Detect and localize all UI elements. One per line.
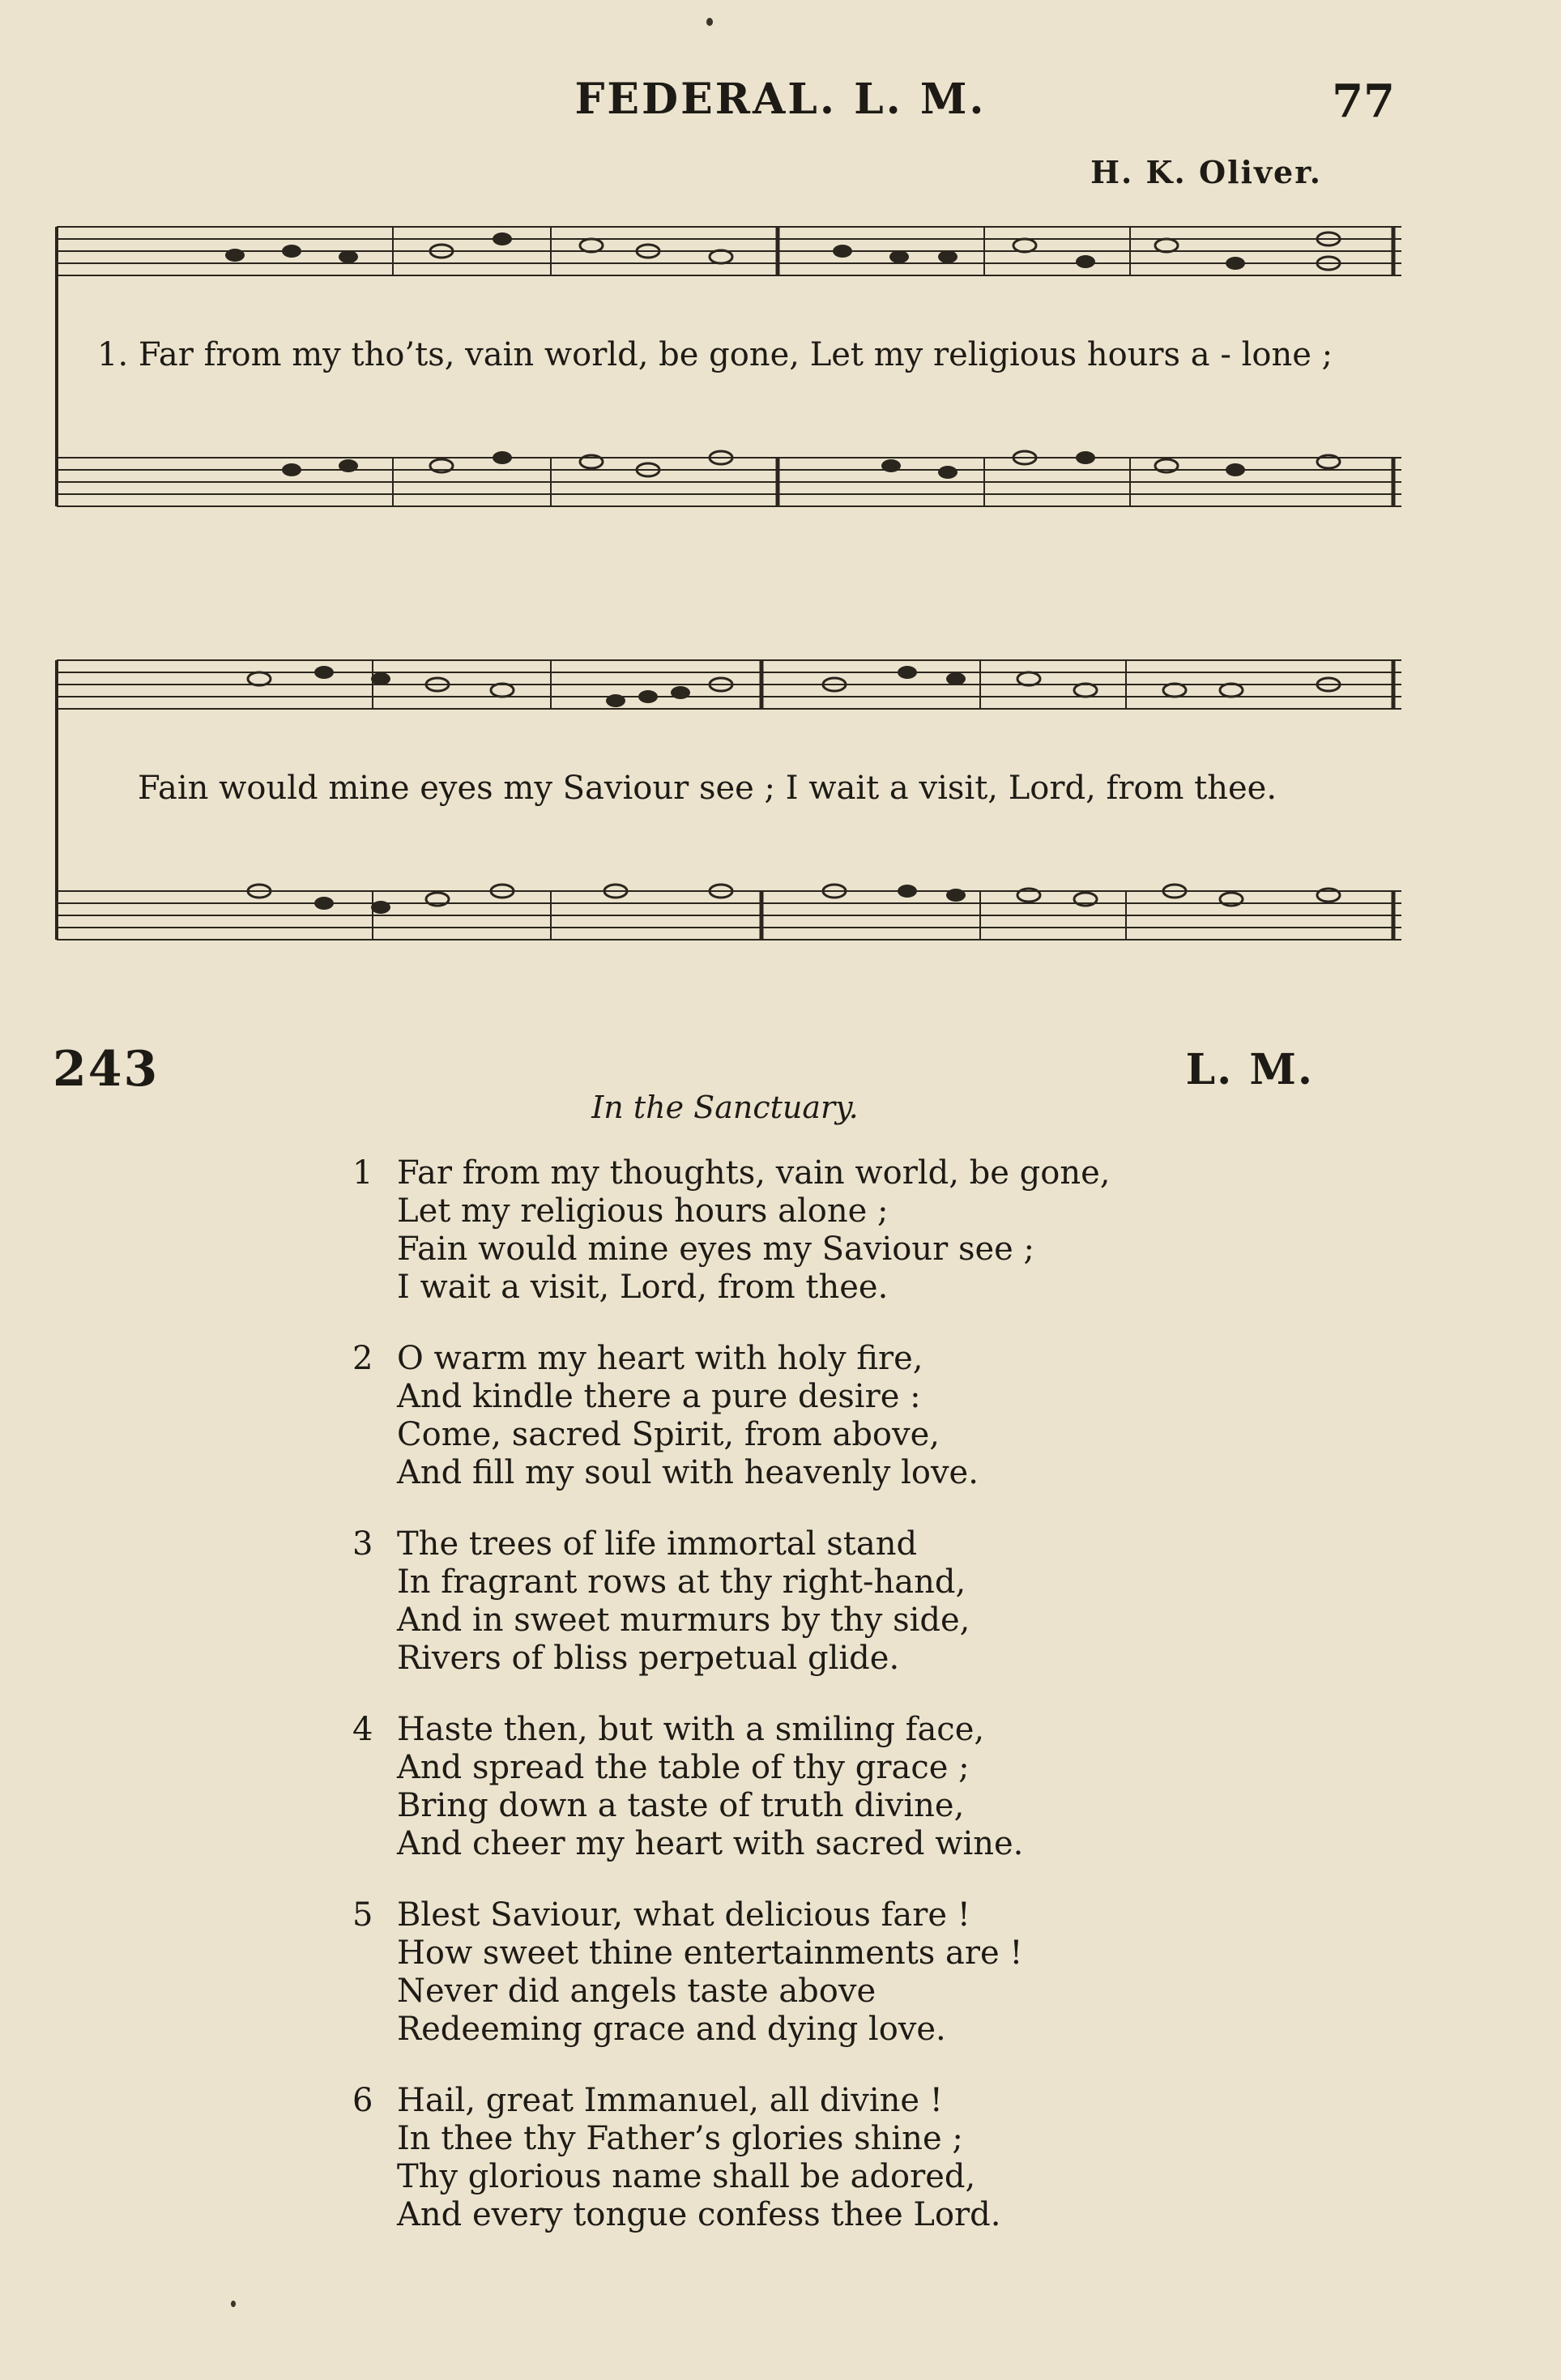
ink-speck	[706, 18, 713, 26]
ink-speck	[231, 2301, 236, 2307]
verse-line: Come, sacred Spirit, from above,	[397, 1416, 940, 1453]
verse-line: Haste then, but with a smiling face,	[397, 1711, 985, 1748]
verse-line: Rivers of bliss perpetual glide.	[397, 1640, 900, 1677]
verse-line: Thy glorious name shall be adored,	[397, 2158, 976, 2195]
verse-line: Let my religious hours alone ;	[397, 1192, 889, 1230]
verse-number: 6	[352, 2082, 373, 2119]
verse-line: Redeeming grace and dying love.	[397, 2011, 946, 2048]
hymn-number: 243	[53, 1041, 160, 1098]
hymn-subtitle: In the Sanctuary.	[591, 1090, 859, 1125]
verse	[352, 1154, 1111, 1307]
music-staff-2	[32, 648, 1410, 972]
verse-number: 1	[352, 1154, 373, 1192]
verse-line: Bring down a taste of truth divine,	[397, 1787, 965, 1824]
verse	[352, 2082, 1111, 2234]
verse-line: In fragrant rows at thy right-hand,	[397, 1563, 966, 1601]
verse-line: And fill my soul with heavenly love.	[397, 1454, 979, 1491]
verse-line: And spread the table of thy grace ;	[397, 1749, 970, 1786]
music-system-1	[32, 215, 1410, 539]
verse-line: Far from my thoughts, vain world, be gone,	[397, 1154, 1111, 1192]
verse-line: Never did angels taste above	[397, 1973, 876, 2010]
verse-number: 5	[352, 1896, 373, 1934]
verse	[352, 1340, 1111, 1492]
verse-line: Hail, great Immanuel, all divine !	[397, 2082, 943, 2119]
verse-line: And kindle there a pure desire :	[397, 1378, 921, 1415]
music-lyric-line-1: 1. Far from my tho’ts, vain world, be gone, Let my religious hours a - lone ;	[97, 336, 1333, 373]
hymn-verses	[352, 1154, 1111, 2267]
verse-number: 2	[352, 1340, 373, 1377]
verse-line: Fain would mine eyes my Saviour see ;	[397, 1231, 1035, 1268]
verse	[352, 1525, 1111, 1678]
verse-line: The trees of life immortal stand	[397, 1525, 918, 1563]
verse-line: In thee thy Father’s glories shine ;	[397, 2120, 963, 2157]
tune-title: FEDERAL. L. M.	[574, 75, 987, 124]
verse	[352, 1711, 1111, 1863]
verse-line: How sweet thine entertainments are !	[397, 1934, 1023, 1972]
page-number: 77	[1332, 75, 1395, 128]
verse-number: 3	[352, 1525, 373, 1563]
music-system-2	[32, 648, 1410, 972]
hymn-meter: L. M.	[1185, 1045, 1314, 1094]
verse-number: 4	[352, 1711, 373, 1748]
verse-line: I wait a visit, Lord, from thee.	[397, 1269, 889, 1306]
verse-line: Blest Saviour, what delicious fare !	[397, 1896, 970, 1934]
composer-credit: H. K. Oliver.	[1090, 154, 1322, 190]
verse-line: And cheer my heart with sacred wine.	[397, 1825, 1024, 1862]
music-staff-1	[32, 215, 1410, 539]
verse	[352, 1896, 1111, 2049]
verse-line: And in sweet murmurs by thy side,	[397, 1602, 970, 1639]
music-lyric-line-2: Fain would mine eyes my Saviour see ; I wait a visit, Lord, from thee.	[138, 770, 1277, 807]
verse-line: And every tongue confess thee Lord.	[397, 2196, 1001, 2233]
verse-line: O warm my heart with holy fire,	[397, 1340, 923, 1377]
